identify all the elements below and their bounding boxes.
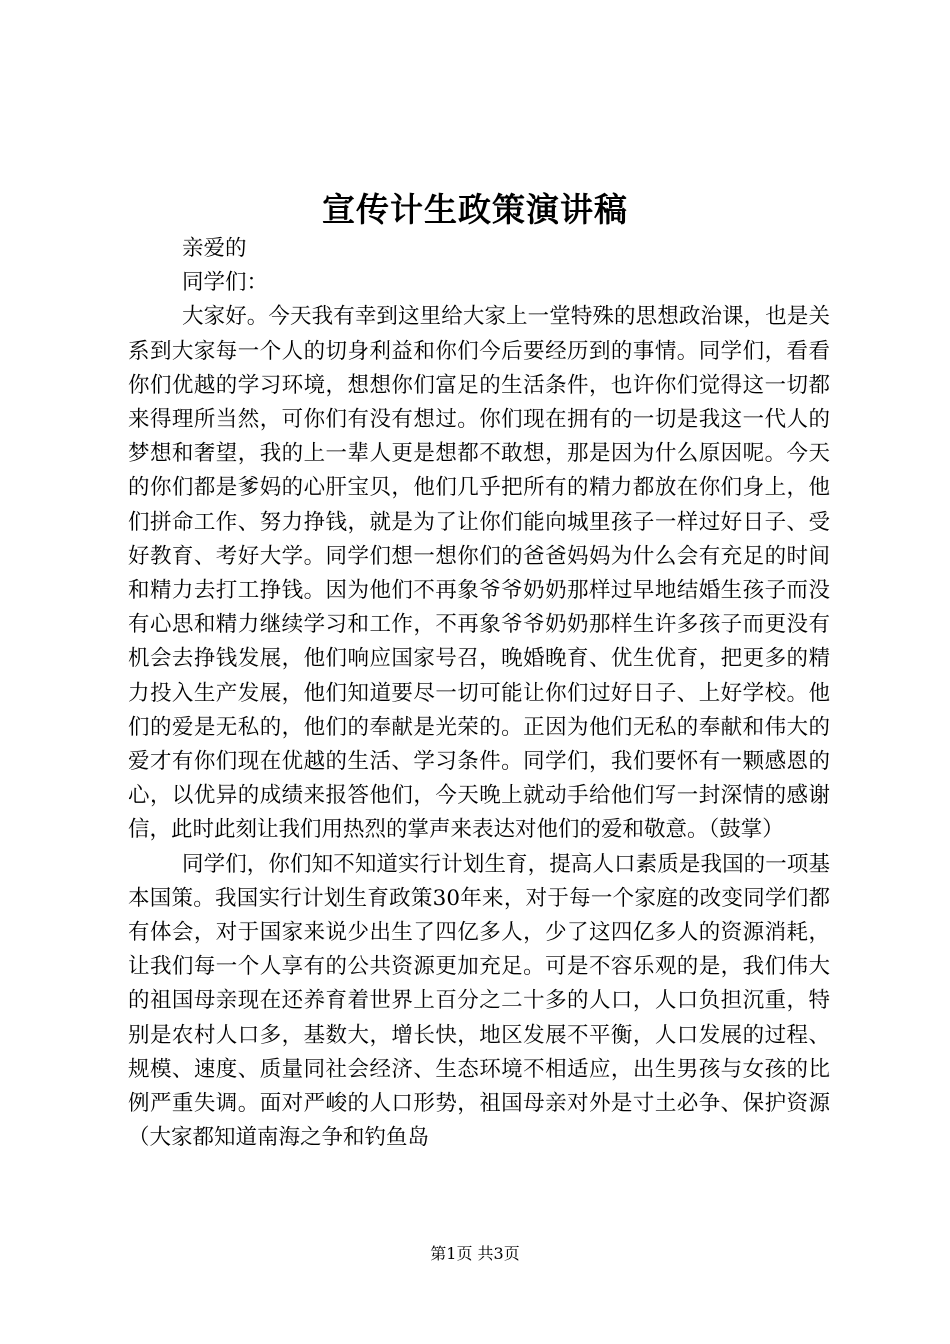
greeting-line-1: 亲爱的 xyxy=(182,236,247,261)
greeting-line-2: 同学们： xyxy=(182,270,269,296)
body-paragraph-2: 同学们，你们知不知道实行计划生育，提高人口素质是我国的一项基本国策。我国实行计划生育政策30年来，对于每一个家庭的改变同学们都有体会，对于国家来说少出生了四亿多人，少了这四亿多人的资源消耗，让我们每一个人享有的公共资源更加充足。可是不容乐观的是，我们伟大的祖国母亲现在还养育着世界上百分之二十多的人口，人口负担沉重，特别是农村人口多，基数大，增长快，地区发展不平衡，人口发展的过程、规模、速度、质量同社会经济、生态环境不相适应，出生男孩与女孩的比例严重失调。面对严峻的人口形势，祖国母亲对外是寸土必争、保护资源（大家都知道南海之争和钓鱼岛 xyxy=(128,851,830,1151)
document-title: 宣传计生政策演讲稿 xyxy=(322,190,628,229)
body-paragraph-1: 大家好。今天我有幸到这里给大家上一堂特殊的思想政治课，也是关系到大家每一个人的切身利益和你们今后要经历到的事情。同学们，看看你们优越的学习环境，想想你们富足的生活条件，也许你们觉得这一切都来得理所当然，可你们有没有想过。你们现在拥有的一切是我这一代人的梦想和奢望，我的上一辈人更是想都不敢想，那是因为什么原因呢。今天的你们都是爹妈的心肝宝贝，他们几乎把所有的精力都放在你们身上，他们拼命工作、努力挣钱，就是为了让你们能向城里孩子一样过好日子、受好教育、考好大学。同学们想一想你们的爸爸妈妈为什么会有充足的时间和精力去打工挣钱。因为他们不再象爷爷奶奶那样过早地结婚生孩子而没有心思和精力继续学习和工作，不再象爷爷奶奶那样生许多孩子而更没有机会去挣钱发展，他们响应国家号召，晚婚晚育、优生优育，把更多的精力投入生产发展，他们知道要尽一切可能让你们过好日子、上好学校。他们的爱是无私的，他们的奉献是光荣的。正因为他们无私的奉献和伟大的爱才有你们现在优越的生活、学习条件。同学们，我们要怀有一颗感恩的心，以优异的成绩来报答他们，今天晚上就动手给他们写一封深情的感谢信，此时此刻让我们用热烈的掌声来表达对他们的爱和敬意。（鼓掌） xyxy=(128,304,830,843)
document-body xyxy=(128,232,830,1155)
page-number-footer: 第1页 共3页 xyxy=(430,1244,520,1263)
